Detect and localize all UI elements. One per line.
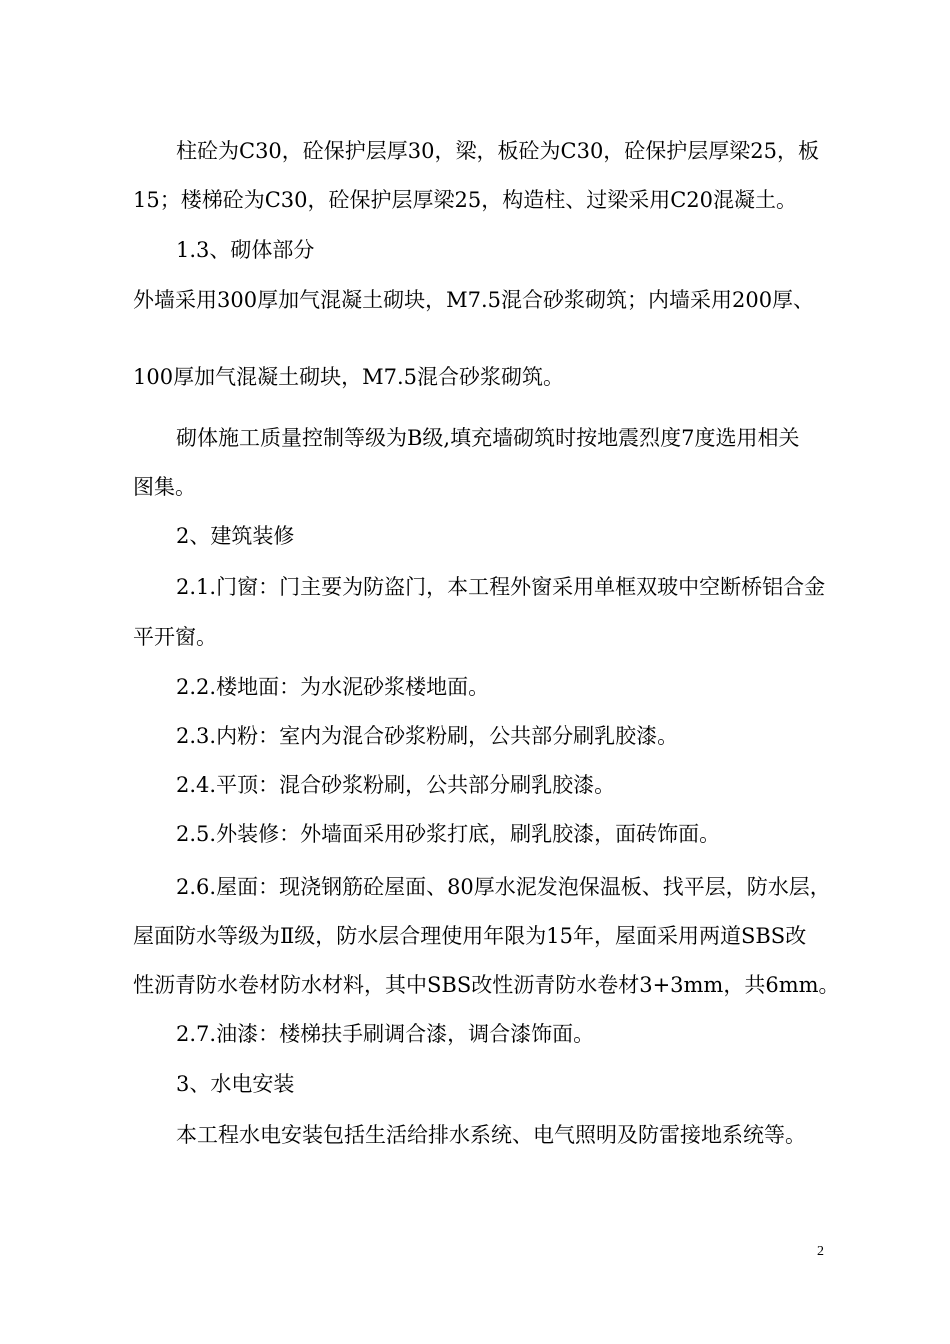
text-line: 2.1.门窗：门主要为防盗门，本工程外窗采用单框双玻中空断桥铝合金 bbox=[176, 575, 826, 599]
text-line: 2.3.内粉：室内为混合砂浆粉刷，公共部分刷乳胶漆。 bbox=[176, 724, 679, 748]
text-line: 砌体施工质量控制等级为B级,填充墙砌筑时按地震烈度7度选用相关 bbox=[176, 426, 800, 450]
text-line: 平开窗。 bbox=[133, 625, 217, 649]
section-heading: 3、水电安装 bbox=[176, 1072, 295, 1096]
text-line: 15；楼梯砼为C30，砼保护层厚梁25，构造柱、过梁采用C20混凝土。 bbox=[133, 188, 798, 212]
text-line: 100厚加气混凝土砌块，M7.5混合砂浆砌筑。 bbox=[133, 365, 564, 389]
text-line: 外墙采用300厚加气混凝土砌块，M7.5混合砂浆砌筑；内墙采用200厚、 bbox=[133, 288, 815, 312]
text-line: 本工程水电安装包括生活给排水系统、电气照明及防雷接地系统等。 bbox=[176, 1123, 806, 1147]
text-line: 2.2.楼地面：为水泥砂浆楼地面。 bbox=[176, 675, 490, 699]
text-line: 图集。 bbox=[133, 475, 196, 499]
text-line: 2.7.油漆：楼梯扶手刷调合漆，调合漆饰面。 bbox=[176, 1022, 595, 1046]
section-heading: 2、建筑装修 bbox=[176, 524, 295, 548]
page-number: 2 bbox=[817, 1244, 824, 1259]
text-line: 屋面防水等级为Ⅱ级，防水层合理使用年限为15年，屋面采用两道SBS改 bbox=[133, 924, 807, 948]
text-line: 2.4.平顶：混合砂浆粉刷，公共部分刷乳胶漆。 bbox=[176, 773, 616, 797]
section-heading: 1.3、砌体部分 bbox=[176, 238, 315, 262]
text-line: 2.6.屋面：现浇钢筋砼屋面、80厚水泥发泡保温板、找平层，防水层， bbox=[176, 875, 831, 899]
text-line: 性沥青防水卷材防水材料，其中SBS改性沥青防水卷材3+3mm，共6mm。 bbox=[133, 973, 840, 997]
text-line: 2.5.外装修：外墙面采用砂浆打底，刷乳胶漆，面砖饰面。 bbox=[176, 822, 721, 846]
text-line: 柱砼为C30，砼保护层厚30，梁，板砼为C30，砼保护层厚梁25，板 bbox=[176, 139, 820, 163]
